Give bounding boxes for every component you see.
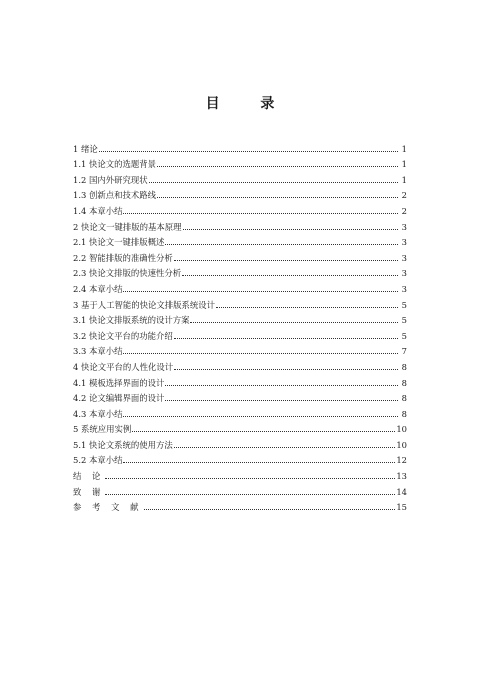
- dot-leader: [165, 385, 398, 386]
- dot-leader: [157, 197, 398, 198]
- toc-entry[interactable]: [73, 200, 407, 216]
- toc-entry[interactable]: [73, 310, 407, 326]
- dot-leader: [165, 244, 398, 245]
- toc-entry[interactable]: [73, 278, 407, 294]
- toc-entry-page: 13: [396, 471, 407, 482]
- toc-entry-label: 3.3 本章小结: [73, 346, 123, 357]
- toc-entry-label: 2.3 快论文排版的快速性分析: [73, 268, 182, 279]
- dot-leader: [174, 260, 398, 261]
- toc-entry-label: 5 系统应用实例: [73, 424, 132, 435]
- dot-leader: [182, 275, 398, 276]
- toc-entry-page: 1: [401, 174, 407, 185]
- toc-entry-label: 3.2 快论文平台的功能介绍: [73, 330, 173, 341]
- toc-entry-page: 10: [396, 424, 407, 435]
- toc-entry[interactable]: [73, 138, 407, 154]
- toc-entry-page: 5: [401, 299, 407, 310]
- toc-entry-page: 2: [401, 205, 407, 216]
- dot-leader: [123, 213, 398, 214]
- toc-entry-page: 10: [396, 439, 407, 450]
- toc-entry[interactable]: [73, 232, 407, 248]
- toc-entry[interactable]: [73, 247, 407, 263]
- toc-entry-label: 5.1 快论文系统的使用方法: [73, 439, 173, 450]
- dot-leader: [123, 462, 395, 463]
- dot-leader: [174, 338, 398, 339]
- toc-entry[interactable]: [73, 403, 407, 419]
- toc-entry-label: 4.1 模板选择界面的设计: [73, 377, 165, 388]
- toc-entry-label: 致 谢: [73, 486, 105, 497]
- dot-leader: [157, 166, 398, 167]
- dot-leader: [132, 431, 395, 432]
- toc-entry[interactable]: [73, 465, 407, 481]
- toc-entry-page: 7: [401, 346, 407, 357]
- dot-leader: [183, 229, 399, 230]
- toc-entry-page: 3: [401, 283, 407, 294]
- toc-entry-label: 结 论: [73, 471, 105, 482]
- toc-entry-page: 3: [401, 237, 407, 248]
- toc-entry-label: 1 绪论: [73, 143, 98, 154]
- toc-entry-label: 3.1 快论文排版系统的设计方案: [73, 315, 190, 326]
- toc-entry-page: 3: [401, 252, 407, 263]
- toc-entry[interactable]: [73, 294, 407, 310]
- table-of-contents: [73, 138, 407, 512]
- toc-entry-label: 2.2 智能排版的准确性分析: [73, 252, 173, 263]
- toc-entry[interactable]: [73, 216, 407, 232]
- dot-leader: [174, 447, 396, 448]
- toc-entry[interactable]: [73, 341, 407, 357]
- toc-entry[interactable]: [73, 356, 407, 372]
- dot-leader: [99, 151, 398, 152]
- toc-entry-page: 1: [401, 159, 407, 170]
- dot-leader: [123, 416, 398, 417]
- toc-entry-page: 1: [401, 143, 407, 154]
- toc-entry[interactable]: [73, 169, 407, 185]
- toc-entry-page: 12: [396, 455, 407, 466]
- toc-entry[interactable]: [73, 450, 407, 466]
- toc-entry-label: 4.2 论文编辑界面的设计: [73, 393, 165, 404]
- toc-entry[interactable]: [73, 185, 407, 201]
- dot-leader: [216, 307, 398, 308]
- dot-leader: [123, 353, 398, 354]
- toc-entry[interactable]: [73, 154, 407, 170]
- toc-entry[interactable]: [73, 388, 407, 404]
- toc-entry-label: 3 基于人工智能的快论文排版系统设计: [73, 299, 215, 310]
- dot-leader: [123, 291, 398, 292]
- toc-entry-page: 3: [401, 221, 407, 232]
- toc-entry-label: 2 快论文一键排版的基本原理: [73, 221, 182, 232]
- toc-entry-page: 2: [401, 190, 407, 201]
- dot-leader: [144, 509, 396, 510]
- toc-entry-label: 1.1 快论文的选题背景: [73, 159, 156, 170]
- toc-entry-page: 8: [401, 408, 407, 419]
- toc-entry-page: 8: [401, 393, 407, 404]
- toc-entry-label: 2.4 本章小结: [73, 283, 123, 294]
- toc-entry-page: 5: [401, 330, 407, 341]
- toc-entry-label: 参 考 文 献: [73, 502, 143, 513]
- toc-entry[interactable]: [73, 419, 407, 435]
- toc-entry-page: 15: [396, 502, 407, 513]
- toc-title: 目 录: [205, 96, 293, 112]
- toc-entry[interactable]: [73, 497, 407, 513]
- dot-leader: [105, 494, 395, 495]
- toc-entry-page: 3: [401, 268, 407, 279]
- toc-entry[interactable]: [73, 434, 407, 450]
- toc-entry-label: 1.2 国内外研究现状: [73, 174, 148, 185]
- dot-leader: [105, 478, 395, 479]
- dot-leader: [190, 322, 398, 323]
- dot-leader: [165, 400, 398, 401]
- toc-entry-label: 1.4 本章小结: [73, 205, 123, 216]
- toc-entry-label: 5.2 本章小结: [73, 455, 123, 466]
- toc-entry[interactable]: [73, 325, 407, 341]
- toc-entry-label: 2.1 快论文一键排版概述: [73, 237, 165, 248]
- toc-entry-label: 4 快论文平台的人性化设计: [73, 361, 174, 372]
- toc-entry-page: 8: [401, 361, 407, 372]
- dot-leader: [174, 369, 398, 370]
- toc-entry-page: 14: [396, 486, 407, 497]
- toc-entry-page: 5: [401, 315, 407, 326]
- toc-entry-label: 4.3 本章小结: [73, 408, 123, 419]
- toc-entry-page: 8: [401, 377, 407, 388]
- dot-leader: [149, 182, 398, 183]
- toc-entry[interactable]: [73, 372, 407, 388]
- toc-entry-label: 1.3 创新点和技术路线: [73, 190, 156, 201]
- toc-entry[interactable]: [73, 263, 407, 279]
- toc-entry[interactable]: [73, 481, 407, 497]
